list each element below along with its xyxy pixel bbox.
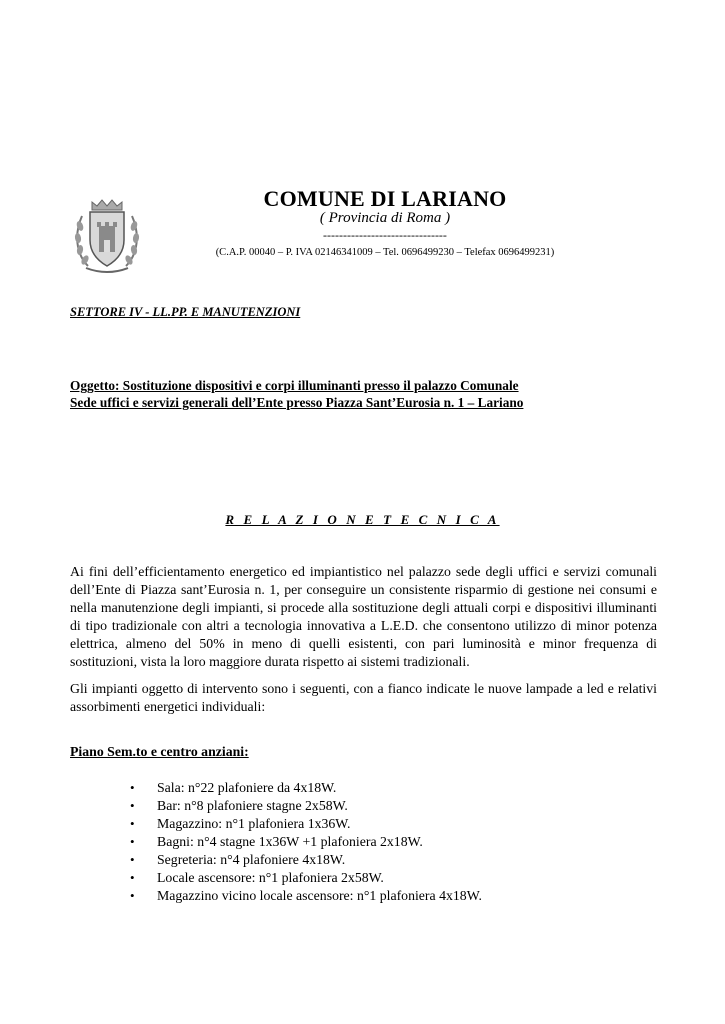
list-item-text: Segreteria: n°4 plafoniere 4x18W. [157,852,346,867]
list-item-text: Bar: n°8 plafoniere stagne 2x58W. [157,798,348,813]
list-item [130,833,482,851]
report-title: R E L A Z I O N E T E C N I C A [225,512,500,527]
list-item [130,797,482,815]
list-item [130,779,482,797]
floor-section-heading: Piano Sem.to e centro anziani: [70,744,249,759]
installations-paragraph: Gli impianti oggetto di intervento sono i seguenti, con a fianco indicate le nuove lampade a led e relativi assorbimenti energetici individuali: [70,681,657,714]
subject-line-1: Oggetto: Sostituzione dispositivi e corpi illuminanti presso il palazzo Comunale [70,378,519,393]
department-heading: SETTORE IV - LL.PP. E MANUTENZIONI [70,305,301,319]
bullet-icon: • [130,798,135,813]
intro-paragraph: Ai fini dell’efficientamento energetico ed impiantistico nel palazzo sede degli uffici e servizi comunali dell’Ente di Piazza sant’Eurosia n. 1, per conseguire un consistente risparmio di gestione nei consumi e nella manutenzione degli impianti, si procede alla sostituzione degli attuali corpi e dispositivi illuminanti di tipo tradizionale con altri a tecnologia innovativa a L.E.D. che consentono utilizzo di minor potenza elettrica, almeno del 50% in meno di quelli esistenti, con pari luminosità e minor frequenza di sostituzioni, vista la loro maggiore durata rispetto ai sistemi tradizionali. [70,564,657,669]
list-item-text: Magazzino vicino locale ascensore: n°1 plafoniera 4x18W. [157,888,482,903]
list-item-text: Bagni: n°4 stagne 1x36W +1 plafoniera 2x18W. [157,834,423,849]
bullet-icon: • [130,852,135,867]
municipality-title: COMUNE DI LARIANO [263,186,507,211]
municipal-crest-icon [74,196,140,276]
list-item [130,851,482,869]
bullet-icon: • [130,816,135,831]
list-item [130,869,482,887]
contact-details: (C.A.P. 00040 – P. IVA 02146341009 – Tel. 0696499230 – Telefax 0696499231) [215,247,555,258]
subject-line-2: Sede uffici e servizi generali dell’Ente presso Piazza Sant’Eurosia n. 1 – Lariano [70,395,524,410]
bullet-icon: • [130,834,135,849]
header-separator: ------------------------------- [323,228,447,242]
list-item-text: Sala: n°22 plafoniere da 4x18W. [157,780,337,795]
bullet-icon: • [130,780,135,795]
list-item-text: Magazzino: n°1 plafoniera 1x36W. [157,816,351,831]
list-item [130,815,482,833]
province-subtitle: ( Provincia di Roma ) [319,210,451,226]
lighting-items-list [130,779,482,905]
list-item [130,887,482,905]
bullet-icon: • [130,870,135,885]
list-item-text: Locale ascensore: n°1 plafoniera 2x58W. [157,870,384,885]
bullet-icon: • [130,888,135,903]
subject-block [70,377,670,411]
